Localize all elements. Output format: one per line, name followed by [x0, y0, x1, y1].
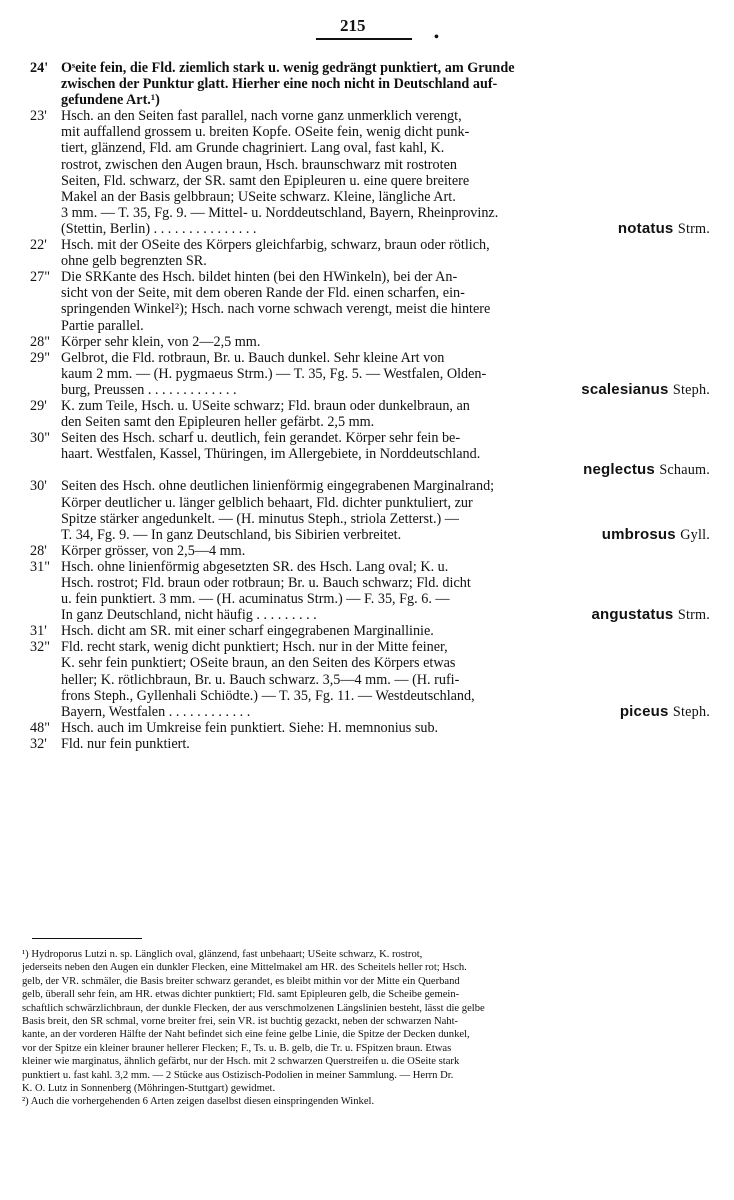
key-line-text: haart. Westfalen, Kassel, Thüringen, im Allergebiete, in Norddeutschland. — [61, 446, 481, 463]
footnote-line: kleiner wie marginatus, ähnlich gefärbt, nur der Hsch. mit 2 schwarzen Querstreifen u. die OSeite stark — [22, 1056, 460, 1068]
key-line — [30, 92, 710, 108]
couplet-number: 24' — [30, 60, 49, 76]
couplet-number: 32" — [30, 639, 50, 656]
key-line — [30, 462, 710, 478]
key-line-text: Gelbrot, die Fld. rotbraun, Br. u. Bauch dunkel. Sehr kleine Art von — [61, 349, 445, 366]
species-author: Strm. — [677, 220, 710, 237]
key-line — [30, 495, 710, 511]
key-line-text: Bayern, Westfalen . . . . . . . . . . . . — [61, 703, 251, 720]
footnote-line: gelb, überall sehr fein, am HR. etwas dichter punktiert; Fld. samt Epipleuren gelb, die Scheibe gemein- — [22, 989, 460, 1001]
key-line — [30, 639, 710, 655]
key-entry — [30, 334, 710, 350]
key-line — [30, 704, 710, 720]
key-line-text: (Stettin, Berlin) . . . . . . . . . . . . . . . — [61, 220, 257, 237]
key-line — [30, 189, 710, 205]
key-line — [30, 318, 710, 334]
key-line-text: burg, Preussen . . . . . . . . . . . . . — [61, 381, 237, 398]
couplet-number: 23' — [30, 108, 47, 125]
key-line-text: ohne gelb begrenzten SR. — [61, 253, 207, 270]
key-entry — [30, 237, 710, 269]
key-line-text: In ganz Deutschland, nicht häufig . . . . . . . . . — [61, 607, 317, 624]
key-line — [30, 285, 710, 301]
key-entry — [30, 736, 710, 752]
key-line-text: kaum 2 mm. — (H. pygmaeus Strm.) — T. 35, Fg. 5. — Westfalen, Olden- — [61, 365, 487, 382]
key-entry — [30, 60, 710, 108]
couplet-number: 31' — [30, 623, 47, 640]
species-author: Strm. — [677, 607, 710, 624]
key-line-text: Körper sehr klein, von 2—2,5 mm. — [61, 333, 261, 350]
species-name — [620, 704, 710, 720]
couplet-number: 30' — [30, 478, 47, 495]
key-line-text: T. 34, Fg. 9. — In ganz Deutschland, bis Sibirien verbreitet. — [61, 526, 402, 543]
key-line-text: gefundene Art.¹) — [61, 92, 160, 109]
species-author: Gyll. — [680, 526, 710, 543]
footnote-line: gelb, der VR. schmäler, die Basis breiter schwarz gerandet, es bleibt mithin vor der Mitte ein Querband — [22, 975, 460, 987]
footnote-line: ¹) Hydroporus Lutzi n. sp. Länglich oval, glänzend, fast unbehaart; USeite schwarz, K. rostrot, — [22, 949, 423, 960]
key-line-text: Makel an der Basis gelbbraun; USeite schwarz. Kleine, längliche Art. — [61, 188, 456, 205]
header-rule — [316, 38, 412, 40]
key-line-text: Seiten, Fld. schwarz, der SR. samt den Epipleuren u. eine quere breitere — [61, 172, 470, 189]
couplet-number: 30" — [30, 430, 50, 447]
species-epithet: notatus — [617, 219, 674, 237]
footnote-line: kante, an der vorderen Hälfte der Naht befindet sich eine feine gelbe Linie, die Spitze der Decken dunkel, — [22, 1029, 470, 1041]
key-line-text: Seiten des Hsch. ohne deutlichen linienförmig eingegrabenen Marginalrand; — [61, 478, 495, 495]
key-line — [30, 414, 710, 430]
footnote-line: Basis breit, den SR schmal, vorne breiter frei, sein VR. ist buchtig gezackt, neben der schwarzen Naht- — [22, 1015, 459, 1027]
key-entry — [30, 478, 710, 542]
key-line-text: tiert, glänzend, Fld. am Grunde chagriniert. Lang oval, fast kahl, K. — [61, 140, 445, 157]
key-line — [30, 720, 710, 736]
couplet-number: 32' — [30, 735, 47, 752]
key-line — [30, 76, 710, 92]
key-line — [30, 157, 710, 173]
key-line-text: Oˢeite fein, die Fld. ziemlich stark u. wenig gedrängt punktiert, am Grunde — [61, 60, 515, 76]
key-line — [30, 60, 710, 76]
key-line — [30, 736, 710, 752]
key-line-text: rostrot, zwischen den Augen braun, Hsch. braunschwarz mit rostroten — [61, 156, 457, 173]
footnote-line: ²) Auch die vorhergehenden 6 Arten zeigen daselbst diesen einspringenden Winkel. — [22, 1096, 375, 1108]
key-line — [30, 140, 710, 156]
header-mark: • — [434, 30, 439, 45]
key-line — [30, 655, 710, 671]
key-line-text: Körper deutlicher u. länger gelblich behaart, Fld. dichter punktuliert, zur — [61, 494, 473, 511]
key-line — [30, 124, 710, 140]
key-line — [30, 591, 710, 607]
key-line — [30, 478, 710, 494]
key-line — [30, 253, 710, 269]
footnote-line: punktiert u. fast kahl. 3,2 mm. — 2 Stücke aus Ostizisch-Podolien in meiner Sammlung. — Herrn Dr. — [22, 1069, 454, 1081]
identification-key — [30, 60, 710, 752]
species-epithet: neglectus — [583, 461, 655, 479]
key-line-text: Hsch. dicht am SR. mit einer scharf eingegrabenen Marginallinie. — [61, 623, 434, 640]
key-line — [30, 511, 710, 527]
key-line-text: u. fein punktiert. 3 mm. — (H. acuminatus Strm.) — F. 35, Fg. 6. — — [61, 591, 450, 608]
footnote-line: jederseits neben den Augen ein dunkler Flecken, eine Mittelmakel am HR. des Scheitels heller rot; Hsch. — [22, 962, 467, 974]
key-entry — [30, 720, 710, 736]
key-entry — [30, 350, 710, 398]
key-line-text: Die SRKante des Hsch. bildet hinten (bei den HWinkeln), bei der An- — [61, 269, 458, 286]
key-line-text: springenden Winkel²); Hsch. nach vorne schwach verengt, meist die hintere — [61, 301, 491, 318]
key-line-text: den Seiten samt den Epipleuren heller gefärbt. 2,5 mm. — [61, 414, 375, 431]
key-line-text: Hsch. an den Seiten fast parallel, nach vorne ganz unmerklich verengt, — [61, 108, 462, 125]
key-line-text: Hsch. mit der OSeite des Körpers gleichfarbig, schwarz, braun oder rötlich, — [61, 237, 490, 254]
footnote-line: schaftlich schwärzlichbraun, der dunkle Flecken, der aus verschmolzenen Längslinien besteht, lässt die gelbe — [22, 1002, 485, 1014]
footnotes — [22, 948, 712, 1109]
footnote-line: K. O. Lutz in Sonnenberg (Möhringen-Stuttgart) gewidmet. — [22, 1082, 276, 1094]
key-line-text: Hsch. ohne linienförmig abgesetzten SR. des Hsch. Lang oval; K. u. — [61, 558, 449, 575]
key-line — [30, 527, 710, 543]
key-line-text: K. sehr fein punktiert; OSeite braun, an den Seiten des Körpers etwas — [61, 655, 456, 672]
key-entry — [30, 639, 710, 719]
key-line — [30, 350, 710, 366]
couplet-number: 28" — [30, 333, 50, 350]
key-line-text: Spitze stärker angedunkelt. — (H. minutus Steph., striola Zetterst.) — — [61, 510, 459, 527]
key-line-text: 3 mm. — T. 35, Fg. 9. — Mittel- u. Norddeutschland, Bayern, Rheinprovinz. — [61, 204, 499, 221]
key-line — [30, 672, 710, 688]
key-line-text: mit auffallend grossem u. breiten Kopfe. OSeite fein, wenig dicht punk- — [61, 124, 470, 141]
species-name — [583, 462, 710, 478]
key-line-text: Seiten des Hsch. scharf u. deutlich, fein gerandet. Körper sehr fein be- — [61, 430, 461, 447]
species-author: Schaum. — [659, 462, 710, 479]
key-line — [30, 607, 710, 623]
key-line-text: zwischen der Punktur glatt. Hierher eine noch nicht in Deutschland auf- — [61, 76, 498, 93]
key-line-text: Körper grösser, von 2,5—4 mm. — [61, 542, 246, 559]
key-line-text: Partie parallel. — [61, 317, 144, 334]
key-line-text: K. zum Teile, Hsch. u. USeite schwarz; Fld. braun oder dunkelbraun, an — [61, 397, 470, 414]
couplet-number: 31" — [30, 558, 50, 575]
species-epithet: umbrosus — [601, 525, 676, 543]
page-number: 215 — [340, 16, 366, 35]
key-entry — [30, 269, 710, 333]
species-author: Steph. — [672, 381, 710, 398]
key-line-text: frons Steph., Gyllenhali Schiödte.) — T. 35, Fg. 11. — Westdeutschland, — [61, 687, 475, 704]
key-line-text: Fld. nur fein punktiert. — [61, 735, 190, 752]
key-line — [30, 173, 710, 189]
key-line — [30, 221, 710, 237]
key-line-text: Hsch. auch im Umkreise fein punktiert. Siehe: H. memnonius sub. — [61, 719, 439, 736]
species-name — [618, 221, 710, 237]
key-line — [30, 623, 710, 639]
key-line — [30, 559, 710, 575]
key-line-text: Hsch. rostrot; Fld. braun oder rotbraun; Br. u. Bauch schwarz; Fld. dicht — [61, 575, 471, 591]
key-entry — [30, 398, 710, 430]
species-epithet: scalesianus — [581, 380, 669, 398]
key-line — [30, 543, 710, 559]
key-line-text: sicht von der Seite, mit dem oberen Rande der Fld. einen scharfen, ein- — [61, 285, 465, 302]
couplet-number: 29' — [30, 397, 47, 414]
key-line — [30, 575, 710, 591]
key-line — [30, 398, 710, 414]
key-line-text: Fld. recht stark, wenig dicht punktiert; Hsch. nur in der Mitte feiner, — [61, 639, 448, 656]
key-line — [30, 334, 710, 350]
couplet-number: 27" — [30, 269, 50, 286]
key-entry — [30, 623, 710, 639]
key-line — [30, 430, 710, 446]
key-line-text: heller; K. rötlichbraun, Br. u. Bauch schwarz. 3,5—4 mm. — (H. rufi- — [61, 671, 460, 688]
key-line — [30, 237, 710, 253]
species-name — [581, 382, 710, 398]
couplet-number: 28' — [30, 542, 47, 559]
key-line — [30, 382, 710, 398]
species-epithet: piceus — [619, 702, 669, 720]
key-line — [30, 366, 710, 382]
key-line — [30, 688, 710, 704]
couplet-number: 48" — [30, 719, 50, 736]
key-entry — [30, 559, 710, 623]
key-entry — [30, 108, 710, 237]
key-line — [30, 205, 710, 221]
key-line — [30, 301, 710, 317]
footnote-line: vor der Spitze ein kleiner brauner hellerer Flecken; F., Ts. u. B. gelb, die Tr. u. FSpitzen braun. Etwas — [22, 1042, 452, 1054]
couplet-number: 29" — [30, 349, 50, 366]
couplet-number: 22' — [30, 237, 47, 254]
species-name — [591, 607, 710, 623]
key-entry — [30, 543, 710, 559]
species-epithet: angustatus — [591, 606, 674, 624]
key-line — [30, 108, 710, 124]
key-line — [30, 269, 710, 285]
footnote-rule — [32, 938, 142, 939]
key-entry — [30, 430, 710, 478]
key-line — [30, 446, 710, 462]
species-name — [602, 527, 710, 543]
species-author: Steph. — [672, 703, 710, 720]
